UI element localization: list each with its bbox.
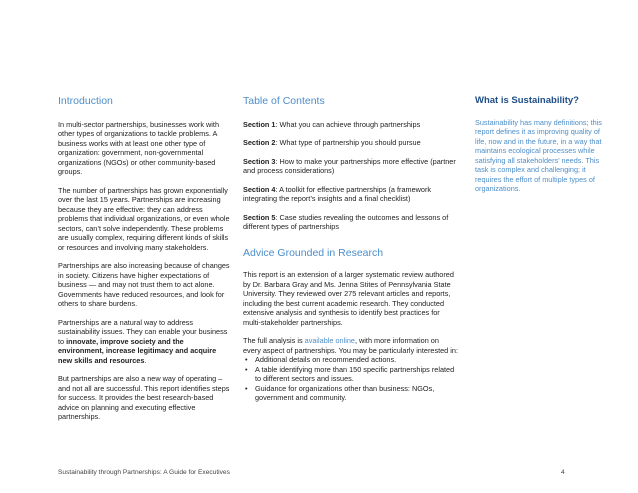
intro-paragraph-2: The number of partnerships has grown exponentially over the last 15 years. Partnerships are increasing because they are effective: they can address problems that individual organizations, or even whole sectors, can’t solve independently. These problems are usually complex, requiring different kinds of skills or resources and involving many stakeholders. (58, 185, 230, 252)
list-item-text: Additional details on recommended actions. (255, 355, 397, 365)
bullet-glyph: • (245, 364, 248, 374)
toc-item-5[interactable] (243, 213, 458, 232)
research-p2-end: , with more information on every aspect of partnerships. You may be particularly interested in: (243, 336, 458, 355)
intro-p4-text: Partnerships are a natural way to address sustainability issues. They can enable your business to (58, 317, 228, 346)
toc-item-1-text: : What you can achieve through partnerships (275, 119, 421, 129)
list-item-text: A table identifying more than 150 specific partnerships related to different sectors and issues. (255, 364, 455, 384)
list-item-text: Guidance for organizations other than business: NGOs, government and community. (255, 383, 435, 403)
contents-column (243, 95, 458, 403)
toc-item-1-label: Section 1 (243, 119, 276, 129)
intro-paragraph-5: But partnerships are also a new way of operating – and not all are successful. This report identifies steps for success. It provides the best research-based advice on planning and executing effective partnerships. (58, 374, 230, 422)
research-paragraph-1: This report is an extension of a larger systematic review authored by Dr. Barbara Gray and Ms. Jenna Stites of Pennsylvania State University. They reviewed over 275 relevant articles and reports, including the best current academic research. They conducted extensive analysis and synthesis to identify best practices for multi-stakeholder partnerships. (243, 270, 454, 327)
introduction-column (58, 95, 230, 431)
introduction-heading: Introduction (58, 95, 113, 107)
toc-item-3[interactable] (243, 157, 458, 176)
bullet-glyph: • (245, 383, 248, 393)
sidebar-title: What is Sustainability? (475, 95, 579, 106)
toc-item-1[interactable] (243, 120, 458, 130)
page-number: 4 (561, 469, 565, 476)
toc-heading: Table of Contents (243, 95, 325, 107)
research-heading: Advice Grounded in Research (243, 246, 384, 259)
list-item (243, 365, 458, 384)
intro-paragraph-3: Partnerships are also increasing because of changes in society. Citizens have higher expectations of business — and may not trust them to act alone. Governments have reduced resources, and look for others to share burdens. (58, 261, 230, 309)
toc-item-4-text: : A toolkit for effective partnerships (a framework integrating the report’s insights and a final checklist) (243, 184, 432, 204)
research-paragraph-2 (243, 336, 458, 355)
toc-item-2-label: Section 2 (243, 138, 276, 148)
intro-p4-end: . (144, 355, 147, 365)
toc-item-4[interactable] (243, 185, 458, 204)
bullet-glyph: • (245, 355, 248, 365)
footer-title: Sustainability through Partnerships: A Guide for Executives (58, 469, 230, 476)
toc-item-2[interactable] (243, 138, 458, 148)
toc-item-2-text: : What type of partnership you should pursue (275, 138, 421, 148)
intro-p4-bold: innovate, improve society and the environment, increase legitimacy and acquire new skills and resources (58, 336, 217, 365)
intro-paragraph-4 (58, 318, 230, 366)
available-online-link[interactable]: available online (304, 336, 355, 346)
sustainability-sidebar (475, 95, 613, 194)
toc-item-3-text: : How to make your partnerships more effective (partner and process considerations) (243, 156, 456, 176)
list-item (243, 355, 458, 365)
toc-item-4-label: Section 4 (243, 184, 276, 194)
list-item (243, 384, 458, 403)
toc-item-5-text: : Case studies revealing the outcomes and lessons of different types of partnerships (243, 212, 449, 232)
research-p2-text: The full analysis is (243, 336, 305, 346)
toc-item-3-label: Section 3 (243, 156, 276, 166)
toc-item-5-label: Section 5 (243, 212, 276, 222)
intro-paragraph-1: In multi-sector partnerships, businesses work with other types of organizations to tackle problems. A business works with at least one other type of organization: government, non-governmental organizations (NGOs) or other community-based groups. (58, 119, 219, 177)
sidebar-text: Sustainability has many definitions; this report defines it as improving quality of life, now and in the future, in a way that maintains ecological processes while satisfying all stakeholders’ needs. This task is complex and challenging; it requires the effort of multiple types of organizations. (475, 117, 602, 193)
interest-list (243, 355, 458, 403)
